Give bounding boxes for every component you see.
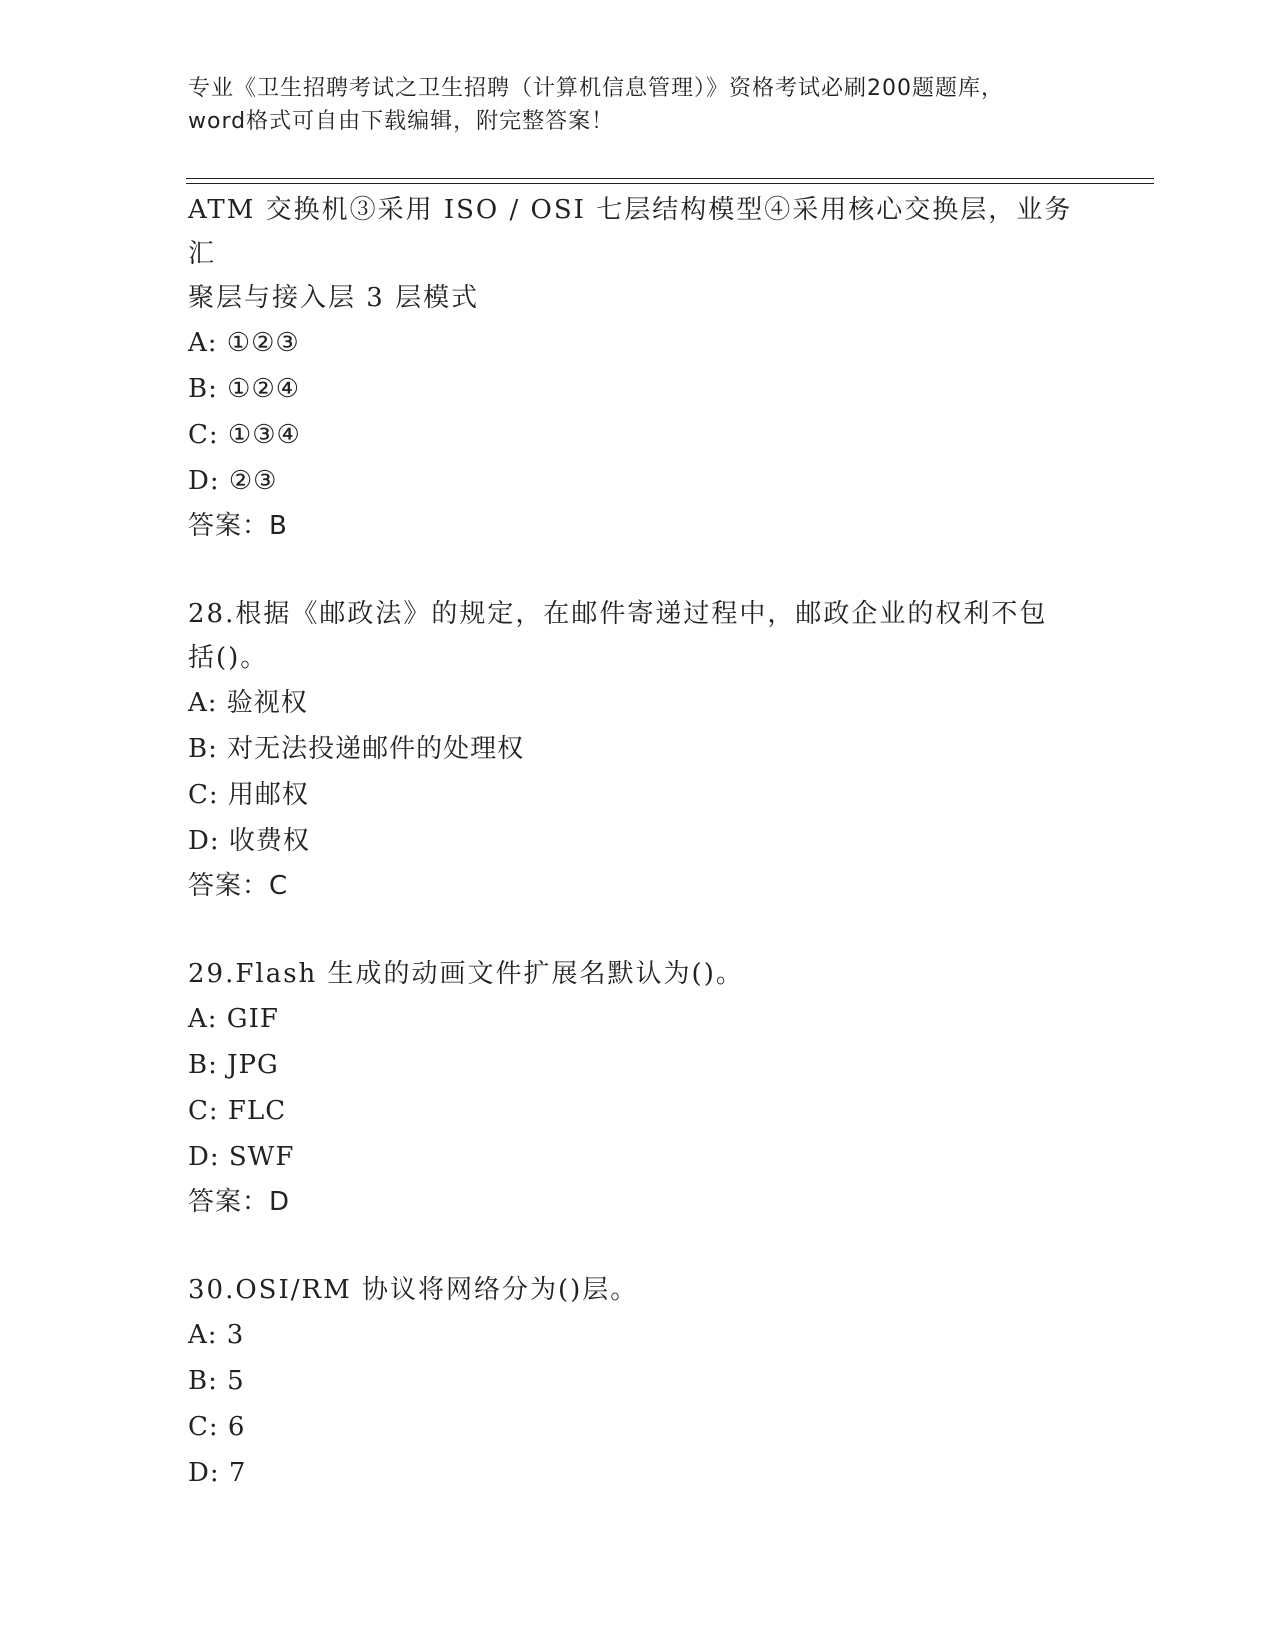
option-c: C: 用邮权 <box>188 780 309 810</box>
question-text-line: 括()。 <box>188 643 269 673</box>
question-text-line: 28.根据《邮政法》的规定，在邮件寄递过程中，邮政企业的权利不包 <box>188 599 1048 629</box>
answer-label: 答案：B <box>188 511 288 541</box>
option-b: B: ①②④ <box>188 374 301 404</box>
question-block <box>188 952 1088 1224</box>
answer-label: 答案：D <box>188 1187 291 1217</box>
spacer <box>188 1224 1088 1268</box>
option-c: C: FLC <box>188 1096 287 1126</box>
option-d: D: SWF <box>188 1142 295 1172</box>
header-divider-bottom <box>186 183 1154 184</box>
option-c: C: ①③④ <box>188 420 301 450</box>
option-b: B: 5 <box>188 1366 245 1396</box>
question-text-line: 聚层与接入层 3 层模式 <box>188 283 480 313</box>
answer-label: 答案：C <box>188 871 289 901</box>
header-line-2: word格式可自由下载编辑，附完整答案！ <box>188 109 615 134</box>
spacer <box>188 908 1088 952</box>
option-a: A: 验视权 <box>188 688 308 718</box>
question-list <box>188 188 1088 1496</box>
question-block <box>188 1268 1088 1496</box>
option-b: B: 对无法投递邮件的处理权 <box>188 734 525 764</box>
question-text-line: 30.OSI/RM 协议将网络分为()层。 <box>188 1275 639 1305</box>
question-text-line: ATM 交换机③采用 ISO / OSI 七层结构模型④采用核心交换层，业务汇 <box>188 195 1073 269</box>
spacer <box>188 548 1088 592</box>
question-text-line: 29.Flash 生成的动画文件扩展名默认为()。 <box>188 959 744 989</box>
option-d: D: ②③ <box>188 466 278 496</box>
option-d: D: 7 <box>188 1458 247 1488</box>
option-c: C: 6 <box>188 1412 246 1442</box>
option-a: A: GIF <box>188 1004 279 1034</box>
question-block <box>188 188 1088 548</box>
header-divider-top <box>186 178 1154 179</box>
option-d: D: 收费权 <box>188 826 310 856</box>
header-line-1: 专业《卫生招聘考试之卫生招聘（计算机信息管理）》资格考试必刷200题题库， <box>188 76 1004 101</box>
option-a: A: ①②③ <box>188 328 300 358</box>
option-b: B: JPG <box>188 1050 279 1080</box>
question-block <box>188 592 1088 908</box>
option-a: A: 3 <box>188 1320 245 1350</box>
document-header <box>188 72 1088 138</box>
